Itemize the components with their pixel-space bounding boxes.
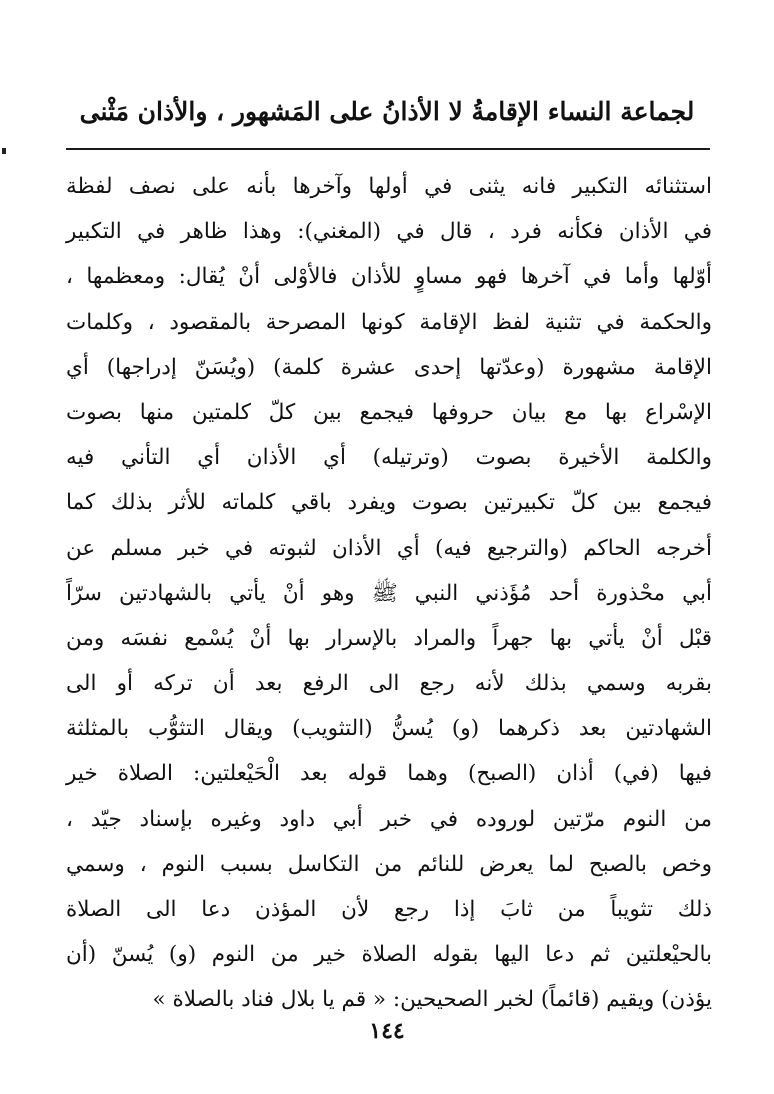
- text-line: في الأذان فكأنه فرد ، قال في (المغني): وهذا ظاهر في التكبير: [66, 219, 712, 245]
- text-line: وخص بالصبح لما يعرض للنائم من التكاسل بسبب النوم ، وسمي: [66, 851, 712, 877]
- text-line: بالحيْعلتين ثم دعا اليها بقوله الصلاة خير من النوم (و) يُسنّ (أن: [66, 942, 712, 968]
- text-line: الإقامة مشهورة (وعدّتها إحدى عشرة كلمة) (ويُسَنّ إدراجها) أي: [66, 354, 712, 380]
- text-line: فيجمع بين كلّ تكبيرتين بصوت ويفرد باقي كلماته للأثر بذلك كما: [66, 490, 712, 516]
- text-line: والكلمة الأخيرة بصوت (وترتيله) أي الأذان أي التأني فيه: [66, 445, 712, 471]
- text-line: قبْل أنْ يأتي بها جهراً والمراد بالإسرار بها أنْ يُسْمع نفسَه ومن: [66, 625, 712, 651]
- page-number: ١٤٤: [369, 1018, 405, 1044]
- text-line: استثنائه التكبير فانه يثنى في أولها وآخرها بأنه على نصف لفظة: [66, 174, 712, 199]
- text-line: من النوم مرّتين لوروده في خبر أبي داود وغيره بإسناد جيّد ،: [66, 806, 712, 832]
- text-line: ذلك تثويباً من ثابَ إذا رجع لأن المؤذن دعا الى الصلاة: [66, 897, 712, 922]
- margin-mark: [2, 148, 6, 154]
- text-line: بقربه وسمي بذلك لأنه رجع الى الرفع بعد أن تركه أو الى: [66, 671, 712, 697]
- text-line: أبي محْذورة أحد مُؤَذني النبي ﷺ وهو أنْ يأتي بالشهادتين سرّاً: [66, 580, 712, 606]
- body-text: [66, 164, 712, 1023]
- text-line: يؤذن) ويقيم (قائماً) لخبر الصحيحين: « قم يا بلال فناد بالصلاة »: [152, 987, 712, 1013]
- text-line: الشهادتين بعد ذكرهما (و) يُسنُّ (التثويب) ويقال التثوُّب بالمثلثة: [66, 716, 712, 742]
- running-header: لجماعة النساء الإقامةُ لا الأذانُ على المَشهور ، والأذان مَثْنى: [79, 97, 695, 126]
- header-rule: [66, 148, 710, 150]
- text-line: الإسْراع بها مع بيان حروفها فيجمع بين كلّ كلمتين منها بصوت: [66, 399, 712, 425]
- text-line: أخرجه الحاكم (والترجيع فيه) أي الأذان لثبوته في خبر مسلم عن: [66, 535, 712, 561]
- text-line: فيها (في) أذان (الصبح) وهما قوله بعد الْحَيْعلتين: الصلاة خير: [66, 761, 712, 787]
- text-line: والحكمة في تثنية لفظ الإقامة كونها المصرحة بالمقصود ، وكلمات: [66, 309, 712, 335]
- text-line: أوّلها وأما في آخرها فهو مساوٍ للأذان فالأوْلى أنْ يُقال: ومعظمها ،: [66, 264, 712, 290]
